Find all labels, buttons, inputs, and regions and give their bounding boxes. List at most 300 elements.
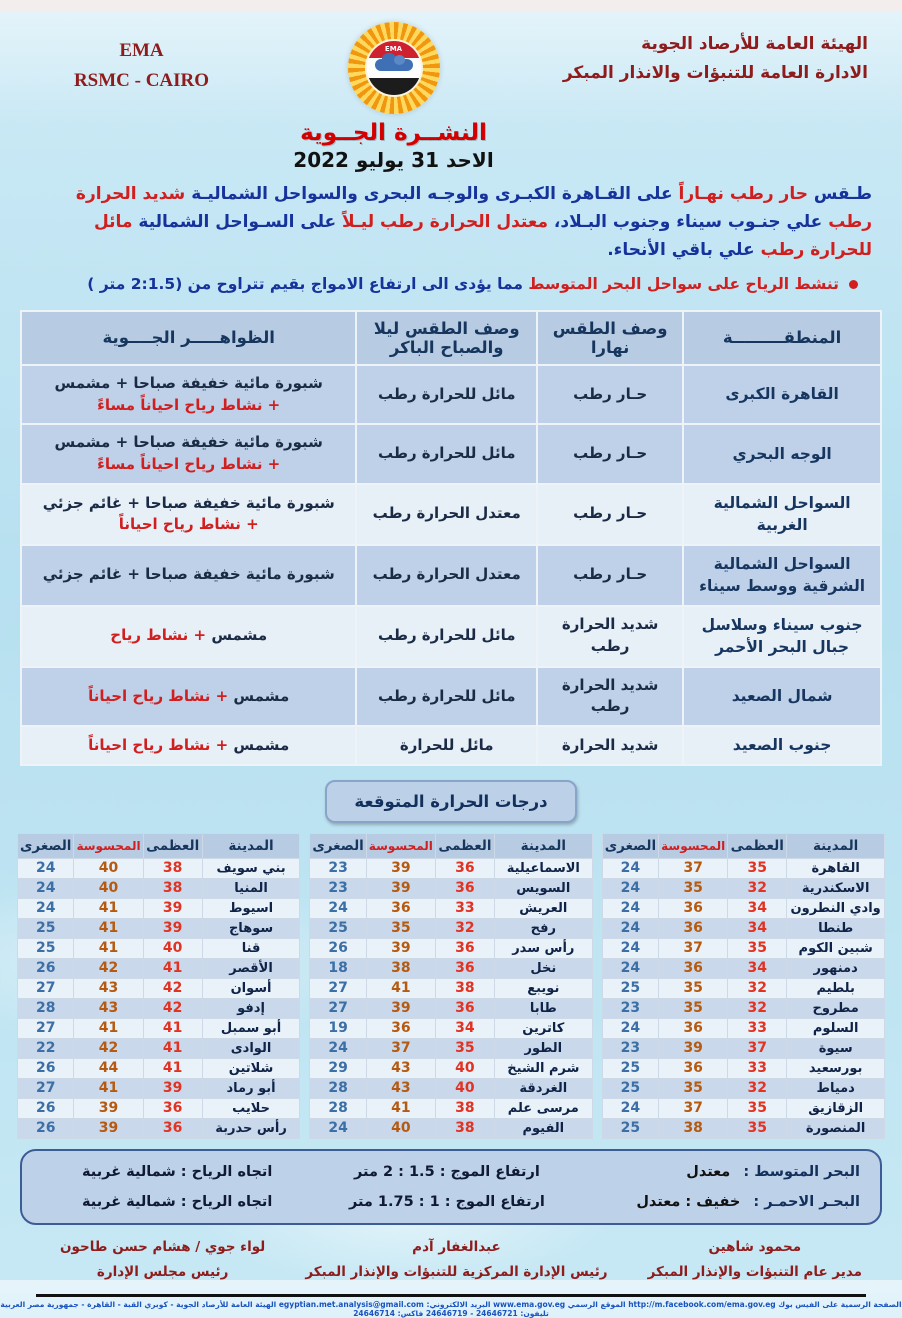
city-cell: رأس حدربة [202, 1118, 300, 1138]
text-segment: تنشط الرياح على سواحل البحر المتوسط [522, 275, 839, 294]
header-max: العظمى [728, 833, 787, 858]
city-cell: دمنهور [787, 958, 885, 978]
min-temp-cell: 24 [602, 898, 658, 918]
min-temp-cell: 24 [18, 898, 74, 918]
feels-like-cell: 37 [659, 1098, 728, 1118]
sea-condition: خفيف : معتدل [636, 1193, 741, 1210]
signature-name: عبدالغفار آدم [412, 1238, 501, 1255]
temp-row [602, 1118, 884, 1138]
header-city: المدينة [787, 833, 885, 858]
city-cell: دمياط [787, 1078, 885, 1098]
text-segment: مائل للحرارة رطب [94, 212, 872, 261]
max-temp-cell: 41 [143, 958, 202, 978]
max-temp-cell: 38 [435, 978, 494, 998]
city-cell: الاسماعيلية [494, 858, 592, 878]
feels-like-cell: 42 [74, 958, 143, 978]
text-segment: معتدل الحرارة رطب ليـلاً [336, 212, 548, 233]
text-segment: على السـواحل الشمالية [132, 212, 337, 233]
temp-row [310, 858, 592, 878]
text-segment: علي جنـوب سيناء وجنوب البـلاد، [547, 212, 823, 233]
temp-row [18, 858, 300, 878]
city-cell: المنصورة [787, 1118, 885, 1138]
header-feels-like: المحسوسة [659, 833, 728, 858]
min-temp-cell: 25 [18, 918, 74, 938]
city-cell: شلاتين [202, 1058, 300, 1078]
temp-row [18, 1018, 300, 1038]
agency-name-line2: الادارة العامة للتنبؤات والانذار المبكر [562, 62, 868, 83]
min-temp-cell: 24 [310, 1038, 366, 1058]
min-temp-cell: 25 [310, 918, 366, 938]
city-cell: سوهاج [202, 918, 300, 938]
forecast-header-row [21, 311, 881, 365]
city-cell: سيوة [787, 1038, 885, 1058]
temp-row [602, 998, 884, 1018]
max-temp-cell: 39 [143, 1078, 202, 1098]
min-temp-cell: 28 [18, 998, 74, 1018]
sea-label-cell [582, 1164, 860, 1180]
max-temp-cell: 36 [435, 878, 494, 898]
max-temp-cell: 40 [435, 1058, 494, 1078]
max-temp-cell: 36 [143, 1098, 202, 1118]
header-region: المنطقـــــــــة [683, 311, 881, 365]
city-cell: الطور [494, 1038, 592, 1058]
min-temp-cell: 26 [18, 1058, 74, 1078]
footer-divider [36, 1294, 866, 1297]
temp-row [310, 978, 592, 998]
city-cell: العريش [494, 898, 592, 918]
max-temp-cell: 36 [435, 858, 494, 878]
feels-like-cell: 39 [366, 858, 435, 878]
sea-condition: معتدل [686, 1163, 731, 1180]
city-cell: طنطا [787, 918, 885, 938]
night-weather-cell: معتدل الحرارة رطب [356, 545, 537, 606]
region-cell: جنوب سيناء وسلاسل جبال البحر الأحمر [683, 606, 881, 667]
min-temp-cell: 25 [602, 978, 658, 998]
phenomena-segment: شبورة مائية خفيفة صباحا + مشمس [54, 433, 323, 452]
feels-like-cell: 39 [366, 938, 435, 958]
min-temp-cell: 27 [310, 978, 366, 998]
page-header [0, 12, 902, 172]
day-weather-cell: شديد الحرارة رطب [537, 606, 683, 667]
phenomena-segment: + نشاط رياح احياناً [118, 515, 259, 534]
sea-row-mediterranean [38, 1157, 864, 1187]
day-weather-cell: حـار رطب [537, 484, 683, 545]
night-weather-cell: مائل للحرارة رطب [356, 667, 537, 727]
min-temp-cell: 24 [18, 858, 74, 878]
feels-like-cell: 41 [366, 978, 435, 998]
temp-header-row [18, 833, 300, 858]
temp-row [18, 1058, 300, 1078]
region-cell: الوجه البحري [683, 424, 881, 484]
phenomena-cell [21, 545, 356, 606]
phenomena-cell [21, 365, 356, 425]
bulletin-date: الاحد 31 يوليو 2022 [293, 148, 494, 172]
feels-like-cell: 36 [659, 1018, 728, 1038]
temp-header-row [310, 833, 592, 858]
max-temp-cell: 35 [728, 858, 787, 878]
city-cell: أبو سمبل [202, 1018, 300, 1038]
wave-height: ارتفاع الموج : 1.5 : 2 متر [354, 1163, 540, 1180]
top-strip [0, 0, 902, 12]
feels-like-cell: 36 [366, 1018, 435, 1038]
city-cell: نخل [494, 958, 592, 978]
min-temp-cell: 24 [602, 1018, 658, 1038]
min-temp-cell: 25 [18, 938, 74, 958]
text-segment: حار رطب نهـاراً [672, 184, 808, 204]
min-temp-cell: 24 [602, 918, 658, 938]
feels-like-cell: 37 [659, 938, 728, 958]
feels-like-cell: 38 [366, 958, 435, 978]
feels-like-cell: 43 [74, 998, 143, 1018]
temp-row [18, 938, 300, 958]
temp-row [18, 978, 300, 998]
night-weather-cell: مائل للحرارة رطب [356, 424, 537, 484]
city-cell: حلايب [202, 1098, 300, 1118]
night-weather-cell: مائل للحرارة [356, 726, 537, 764]
wave-height: ارتفاع الموج : 1 : 1.75 متر [348, 1193, 545, 1210]
header-night-weather: وصف الطقس ليلا والصباح الباكر [356, 311, 537, 365]
signature-name: لواء جوي / هشام حسن طاحون [60, 1238, 266, 1255]
signature-forecast-director [648, 1235, 862, 1286]
max-temp-cell: 41 [143, 1038, 202, 1058]
max-temp-cell: 32 [728, 1078, 787, 1098]
max-temp-cell: 39 [143, 898, 202, 918]
feels-like-cell: 41 [366, 1098, 435, 1118]
header-city: المدينة [494, 833, 592, 858]
max-temp-cell: 42 [143, 998, 202, 1018]
city-cell: المنيا [202, 878, 300, 898]
sea-state-box [20, 1149, 882, 1225]
min-temp-cell: 24 [602, 958, 658, 978]
temp-table-upper-egypt [17, 833, 300, 1139]
day-weather-cell: حـار رطب [537, 424, 683, 484]
phenomena-segment: مشمس [228, 686, 290, 705]
header-min: الصغرى [310, 833, 366, 858]
day-weather-cell: شديد الحرارة [537, 726, 683, 764]
temp-row [310, 1118, 592, 1138]
max-temp-cell: 41 [143, 1058, 202, 1078]
night-weather-cell: معتدل الحرارة رطب [356, 484, 537, 545]
bulletin-title: النشــرة الجــوية [300, 120, 487, 146]
city-cell: شبين الكوم [787, 938, 885, 958]
temp-row [602, 1018, 884, 1038]
city-cell: اسيوط [202, 898, 300, 918]
temp-row [602, 1038, 884, 1058]
phenomena-cell [21, 484, 356, 545]
sea-row-red-sea [38, 1187, 864, 1217]
city-cell: الغردقة [494, 1078, 592, 1098]
min-temp-cell: 24 [18, 878, 74, 898]
region-cell: شمال الصعيد [683, 667, 881, 727]
header-phenomena: الظواهـــــر الجــــوية [21, 311, 356, 365]
phenomena-segment: مشمس [228, 735, 290, 754]
min-temp-cell: 23 [310, 858, 366, 878]
city-cell: الأقصر [202, 958, 300, 978]
temp-row [310, 1078, 592, 1098]
signatures [0, 1225, 902, 1286]
day-weather-cell: شديد الحرارة رطب [537, 667, 683, 727]
header-center [249, 22, 538, 172]
max-temp-cell: 32 [728, 978, 787, 998]
min-temp-cell: 24 [602, 1098, 658, 1118]
min-temp-cell: 28 [310, 1078, 366, 1098]
sea-name: البحـر الاحمـر : [753, 1193, 860, 1210]
min-temp-cell: 25 [602, 1078, 658, 1098]
max-temp-cell: 35 [728, 1098, 787, 1118]
min-temp-cell: 24 [602, 938, 658, 958]
min-temp-cell: 27 [18, 978, 74, 998]
forecast-row [21, 365, 881, 425]
temp-row [602, 1058, 884, 1078]
region-cell: السواحل الشمالية الغربية [683, 484, 881, 545]
max-temp-cell: 39 [143, 918, 202, 938]
min-temp-cell: 27 [18, 1078, 74, 1098]
region-cell: السواحل الشمالية الشرقية ووسط سيناء [683, 545, 881, 606]
temp-row [18, 1098, 300, 1118]
header-max: العظمى [143, 833, 202, 858]
max-temp-cell: 35 [728, 938, 787, 958]
ema-sun-logo-icon [348, 22, 440, 114]
agency-name-line1: الهيئة العامة للأرصاد الجوية [641, 34, 868, 54]
wind-direction: اتجاه الرياح : شمالية غربية [82, 1163, 273, 1180]
feels-like-cell: 36 [659, 958, 728, 978]
max-temp-cell: 38 [143, 878, 202, 898]
temp-header-row [602, 833, 884, 858]
feels-like-cell: 37 [366, 1038, 435, 1058]
wind-direction: اتجاه الرياح : شمالية غربية [82, 1193, 273, 1210]
temp-row [18, 918, 300, 938]
feels-like-cell: 40 [74, 858, 143, 878]
forecast-row [21, 726, 881, 764]
temp-row [602, 878, 884, 898]
city-cell: نويبع [494, 978, 592, 998]
min-temp-cell: 25 [602, 1058, 658, 1078]
forecast-table-body [21, 365, 881, 765]
city-cell: الفيوم [494, 1118, 592, 1138]
city-cell: مطروح [787, 998, 885, 1018]
temp-row [310, 918, 592, 938]
night-weather-cell: مائل للحرارة رطب [356, 365, 537, 425]
sea-label-cell [582, 1194, 860, 1210]
ema-line1: EMA [119, 40, 164, 61]
city-cell: شرم الشيخ [494, 1058, 592, 1078]
city-cell: الزقازيق [787, 1098, 885, 1118]
phenomena-cell [21, 606, 356, 667]
max-temp-cell: 41 [143, 1018, 202, 1038]
min-temp-cell: 24 [310, 898, 366, 918]
min-temp-cell: 24 [602, 878, 658, 898]
max-temp-cell: 36 [435, 998, 494, 1018]
temp-row [18, 958, 300, 978]
city-cell: مرسى علم [494, 1098, 592, 1118]
sea-name: البحر المتوسط : [743, 1163, 860, 1180]
feels-like-cell: 37 [659, 858, 728, 878]
min-temp-cell: 26 [18, 1098, 74, 1118]
temperature-tables [0, 833, 902, 1139]
min-temp-cell: 26 [18, 1118, 74, 1138]
day-weather-cell: حـار رطب [537, 545, 683, 606]
feels-like-cell: 43 [74, 978, 143, 998]
temp-row [310, 1018, 592, 1038]
text-segment: على القـاهرة الكبـرى والوجـه البحرى والسواحل الشماليـة [185, 184, 673, 204]
max-temp-cell: 33 [728, 1058, 787, 1078]
signature-board-chairman [60, 1235, 265, 1286]
feels-like-cell: 39 [659, 1038, 728, 1058]
temp-row [602, 898, 884, 918]
feels-like-cell: 35 [659, 878, 728, 898]
feels-like-cell: 41 [74, 1078, 143, 1098]
temp-row [602, 958, 884, 978]
signature-title: مدير عام التنبؤات والإنذار المبكر [647, 1264, 862, 1281]
temp-table-canal-sinai [309, 833, 592, 1139]
logo-cloud-band [367, 58, 421, 79]
min-temp-cell: 26 [310, 938, 366, 958]
max-temp-cell: 34 [435, 1018, 494, 1038]
max-temp-cell: 36 [435, 958, 494, 978]
max-temp-cell: 32 [728, 998, 787, 1018]
signature-title: رئيس مجلس الإدارة [96, 1264, 229, 1281]
phenomena-cell [21, 424, 356, 484]
signature-name: محمود شاهين [708, 1238, 802, 1255]
phenomena-segment: + نشاط رياح [110, 626, 207, 645]
feels-like-cell: 35 [659, 1078, 728, 1098]
temp-row [18, 1078, 300, 1098]
temp-row [310, 1098, 592, 1118]
feels-like-cell: 35 [366, 918, 435, 938]
night-weather-cell: مائل للحرارة رطب [356, 606, 537, 667]
region-cell: جنوب الصعيد [683, 726, 881, 764]
phenomena-cell [21, 726, 356, 764]
feels-like-cell: 36 [659, 918, 728, 938]
city-cell: قنا [202, 938, 300, 958]
max-temp-cell: 40 [143, 938, 202, 958]
feels-like-cell: 41 [74, 918, 143, 938]
feels-like-cell: 38 [659, 1118, 728, 1138]
feels-like-cell: 35 [659, 978, 728, 998]
phenomena-segment: شبورة مائية خفيفة صباحا + مشمس [54, 373, 323, 392]
feels-like-cell: 43 [366, 1058, 435, 1078]
signature-central-admin-head [305, 1235, 607, 1286]
phenomena-segment: شبورة مائية خفيفة صباحا + غائم جزئي [42, 565, 335, 584]
region-cell: القاهرة الكبرى [683, 365, 881, 425]
feels-like-cell: 39 [366, 878, 435, 898]
max-temp-cell: 34 [728, 898, 787, 918]
max-temp-cell: 35 [435, 1038, 494, 1058]
forecast-row [21, 606, 881, 667]
city-cell: رأس سدر [494, 938, 592, 958]
temperatures-heading: درجات الحرارة المتوقعة [325, 780, 577, 823]
min-temp-cell: 23 [310, 878, 366, 898]
city-cell: أسوان [202, 978, 300, 998]
temp-row [310, 1038, 592, 1058]
feels-like-cell: 41 [74, 1018, 143, 1038]
max-temp-cell: 33 [435, 898, 494, 918]
min-temp-cell: 26 [18, 958, 74, 978]
temp-row [310, 958, 592, 978]
min-temp-cell: 29 [310, 1058, 366, 1078]
temp-row [310, 898, 592, 918]
feels-like-cell: 41 [74, 898, 143, 918]
feels-like-cell: 43 [366, 1078, 435, 1098]
header-day-weather: وصف الطقس نهارا [537, 311, 683, 365]
max-temp-cell: 35 [728, 1118, 787, 1138]
text-segment: طـقس [807, 184, 872, 204]
feels-like-cell: 40 [366, 1118, 435, 1138]
temp-row [602, 858, 884, 878]
phenomena-segment: + نشاط رياح احياناً [88, 735, 229, 754]
min-temp-cell: 22 [18, 1038, 74, 1058]
feels-like-cell: 36 [366, 898, 435, 918]
marine-note-text [87, 274, 839, 296]
feels-like-cell: 39 [74, 1118, 143, 1138]
text-segment: شديد الحرارة رطب [75, 184, 872, 233]
temp-row [310, 878, 592, 898]
max-temp-cell: 34 [728, 958, 787, 978]
text-segment: مما يؤدى الى ارتفاع الامواج بقيم تتراوح من (2:1.5 متر ) [87, 275, 523, 294]
ema-abbreviation [34, 22, 249, 97]
forecast-row [21, 667, 881, 727]
ema-flag-emblem [365, 39, 423, 97]
phenomena-segment: + نشاط رياح احياناً مساءً [97, 395, 281, 414]
city-cell: طابا [494, 998, 592, 1018]
city-cell: إدفو [202, 998, 300, 1018]
feels-like-cell: 40 [74, 878, 143, 898]
header-min: الصغرى [602, 833, 658, 858]
city-cell: السويس [494, 878, 592, 898]
city-cell: بني سويف [202, 858, 300, 878]
min-temp-cell: 28 [310, 1098, 366, 1118]
phenomena-segment: + نشاط رياح احياناً مساءً [97, 455, 281, 474]
feels-like-cell: 35 [659, 998, 728, 1018]
header-feels-like: المحسوسة [366, 833, 435, 858]
signature-title: رئيس الإدارة المركزية للتنبؤات والإنذار المبكر [305, 1264, 608, 1281]
max-temp-cell: 33 [728, 1018, 787, 1038]
logo-ema-text: EMA [367, 41, 421, 58]
text-segment: علي باقي الأنحاء. [607, 240, 755, 261]
feels-like-cell: 36 [659, 898, 728, 918]
feels-like-cell: 42 [74, 1038, 143, 1058]
forecast-row [21, 484, 881, 545]
cloud-icon [375, 59, 413, 71]
logo-black-band [367, 78, 421, 95]
header-min: الصغرى [18, 833, 74, 858]
bullet-icon [849, 280, 858, 289]
temp-row [602, 1078, 884, 1098]
city-cell: أبو رماد [202, 1078, 300, 1098]
max-temp-cell: 37 [728, 1038, 787, 1058]
city-cell: بورسعيد [787, 1058, 885, 1078]
max-temp-cell: 32 [728, 878, 787, 898]
feels-like-cell: 39 [74, 1098, 143, 1118]
city-cell: كاترين [494, 1018, 592, 1038]
min-temp-cell: 19 [310, 1018, 366, 1038]
temp-row [602, 1098, 884, 1118]
feels-like-cell: 36 [659, 1058, 728, 1078]
max-temp-cell: 36 [143, 1118, 202, 1138]
city-cell: الوادى [202, 1038, 300, 1058]
temp-row [310, 1058, 592, 1078]
min-temp-cell: 23 [602, 1038, 658, 1058]
temp-row [310, 998, 592, 1018]
min-temp-cell: 25 [602, 1118, 658, 1138]
temp-row [18, 1118, 300, 1138]
min-temp-cell: 23 [602, 998, 658, 1018]
city-cell: الاسكندرية [787, 878, 885, 898]
temp-row [18, 1038, 300, 1058]
temp-row [602, 918, 884, 938]
phenomena-segment: + نشاط رياح احياناً [88, 686, 229, 705]
weather-summary [30, 180, 872, 264]
